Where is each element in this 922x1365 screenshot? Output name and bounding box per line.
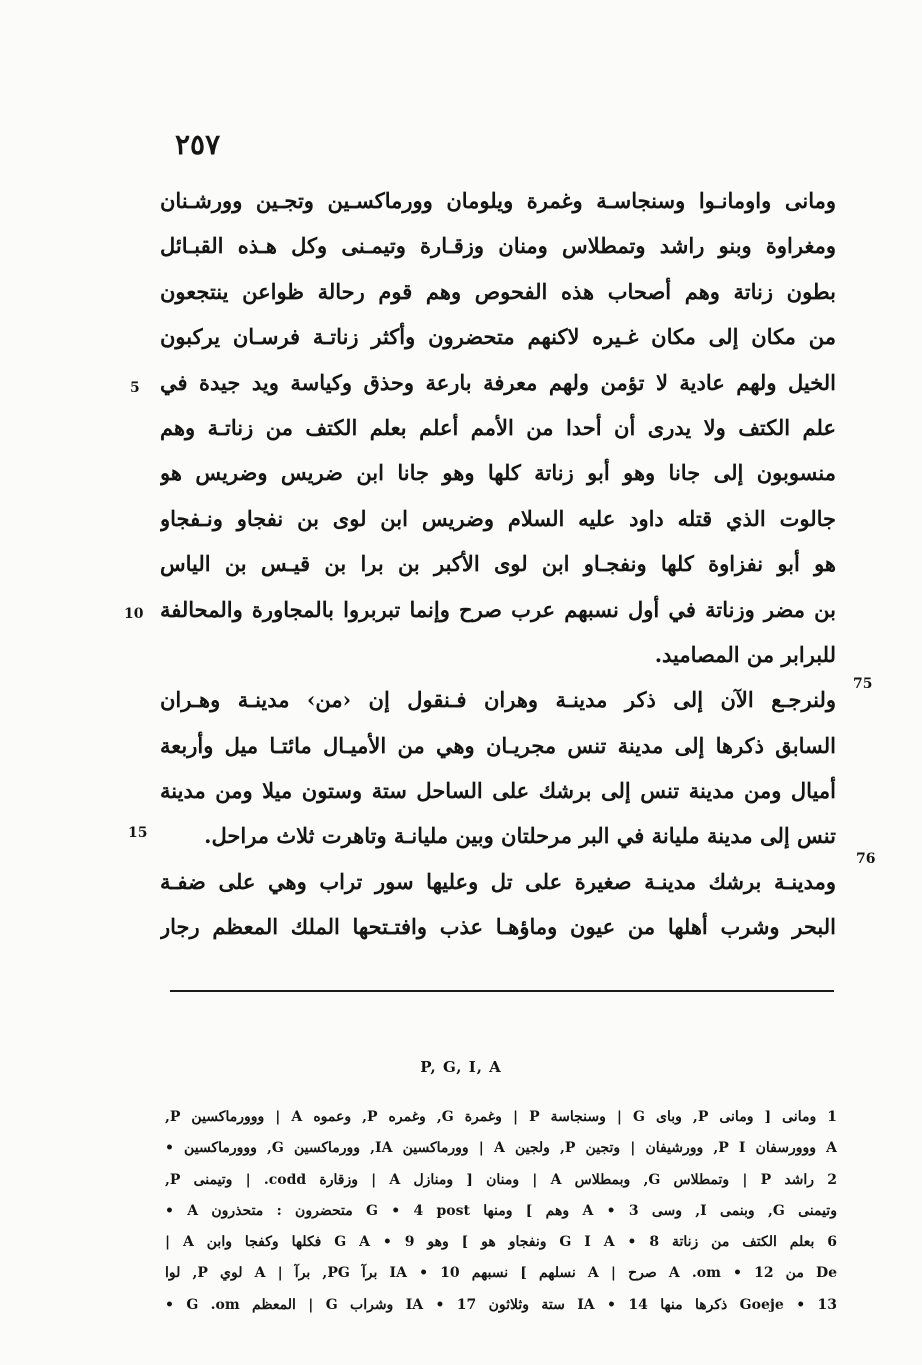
text-line: للبرابر من المصاميد. (654, 641, 836, 667)
section-number-76: 76 (856, 851, 876, 867)
text-line: علم الكتف ولا يدرى أن أحدا من الأمم أعلم بعلم الكتف من زناتـة وهم (160, 414, 836, 440)
apparatus-line: 1 ومانى [ ومانى P, وباى G | وسنجاسة P | وغمرة G, وغمره P, وعموه A | ووورماكسين P, (165, 1109, 837, 1125)
apparatus-line: وتيمنى G, وبنمى I, وسى A • 3 وهم ] ومنها G • 4 post متحضرون : متحذرون A • (165, 1202, 837, 1219)
line-number-10: 10 (124, 606, 144, 622)
line-number-15: 15 (128, 825, 148, 841)
text-line: أميال ومن مدينة تنس إلى برشك على الساحل ستة وستون ميلا ومن مدينة (160, 778, 836, 804)
apparatus-line: Goeje • 13 ذكرها منها IA • 14 ستة وثلاثون IA • 17 وشراب G | المعظم G .om • (165, 1296, 837, 1313)
manuscript-sigla: P, G, I, A (420, 1058, 502, 1076)
critical-apparatus (165, 1102, 837, 1321)
main-text (160, 178, 836, 950)
text-line: بن مضر وزناتة في أول نسبهم عرب صرح وإنما تبربروا بالمجاورة والمحالفة (160, 596, 836, 622)
text-line: منسوبون إلى جانا وهو أبو زناتة كلها وهو جانا ابن ضريس وضريس هو (160, 460, 836, 486)
page-number: ٢٥٧ (175, 128, 221, 161)
text-line: الخيل ولهم عادية لا تؤمن ولهم معرفة بارعة وحذق وكياسة ويد جيدة في (160, 369, 836, 395)
text-line: بطون زناتة وهم أصحاب هذه الفحوص وهم قوم رحالة ظواعن ينتجعون (160, 278, 836, 304)
text-line: هو أبو نفزاوة كلها ونفجـاو ابن لوى الأكبر بن برا بن قيـس بن الياس (160, 551, 836, 577)
section-number-75: 75 (853, 676, 873, 692)
text-line: ومغراوة وبنو راشد وتمطلاس ومنان وزقـارة وتيمـنى وكل هـذه القبـائل (160, 233, 836, 259)
line-number-5: 5 (130, 380, 140, 396)
apparatus-line: De من 12 • A .om صرح | A نسلهم ] نسبهم 10 • IA برآ PG, برآ | A لوي P, لوا (165, 1265, 837, 1282)
apparatus-line: A ووورسفان P I, وورشيفان | وتجين P, ولجين A | وورماكسين IA, وورماكسين G, ووورماكسين • (165, 1140, 837, 1157)
text-line: ولنرجـع الآن إلى ذكر مدينـة وهران فـنقول إن ‹من› مدينـة وهـران (160, 687, 836, 713)
text-line: ومانى واومانـوا وسنجاسـة وغمرة ويلومان وورماكسـين وتجـين وورشـنان (160, 188, 836, 213)
footnote-divider (170, 990, 834, 992)
apparatus-line: 2 راشد P | وتمطلاس G, وبمطلاس A | ومنان [ ومنازل A | وزقارة codd. | وتيمنى P, (165, 1171, 837, 1188)
text-line: من مكان إلى مكان غـيره لاكنهم متحضرون وأكثر زناتـة فرسـان يركبون (160, 324, 836, 350)
text-line: البحر وشرب أهلها من عيون وماؤهـا عذب وافتـتحها الملك المعظم رجار (160, 914, 836, 940)
text-line: ومدينـة برشك مدينـة صغيرة على تل وعليها سور تراب وهي على ضفـة (160, 868, 836, 894)
text-line: تنس إلى مدينة مليانة في البر مرحلتان وبين مليانـة وتاهرت ثلاث مراحل. (204, 823, 836, 849)
text-line: السابق ذكرها إلى مدينة تنس مجريـان وهي من الأميـال مائتـا ميل وأربعة (160, 732, 836, 758)
text-line: جالوت الذي قتله داود عليه السلام وضريس ابن لوى بن نفجاو ونـفجاو (160, 505, 836, 531)
apparatus-line: 6 بعلم الكتف من زناتة G I A • 8 ونفجاو هو ] وهو G A • 9 فكلها وكفجا وابن A | (165, 1234, 837, 1251)
